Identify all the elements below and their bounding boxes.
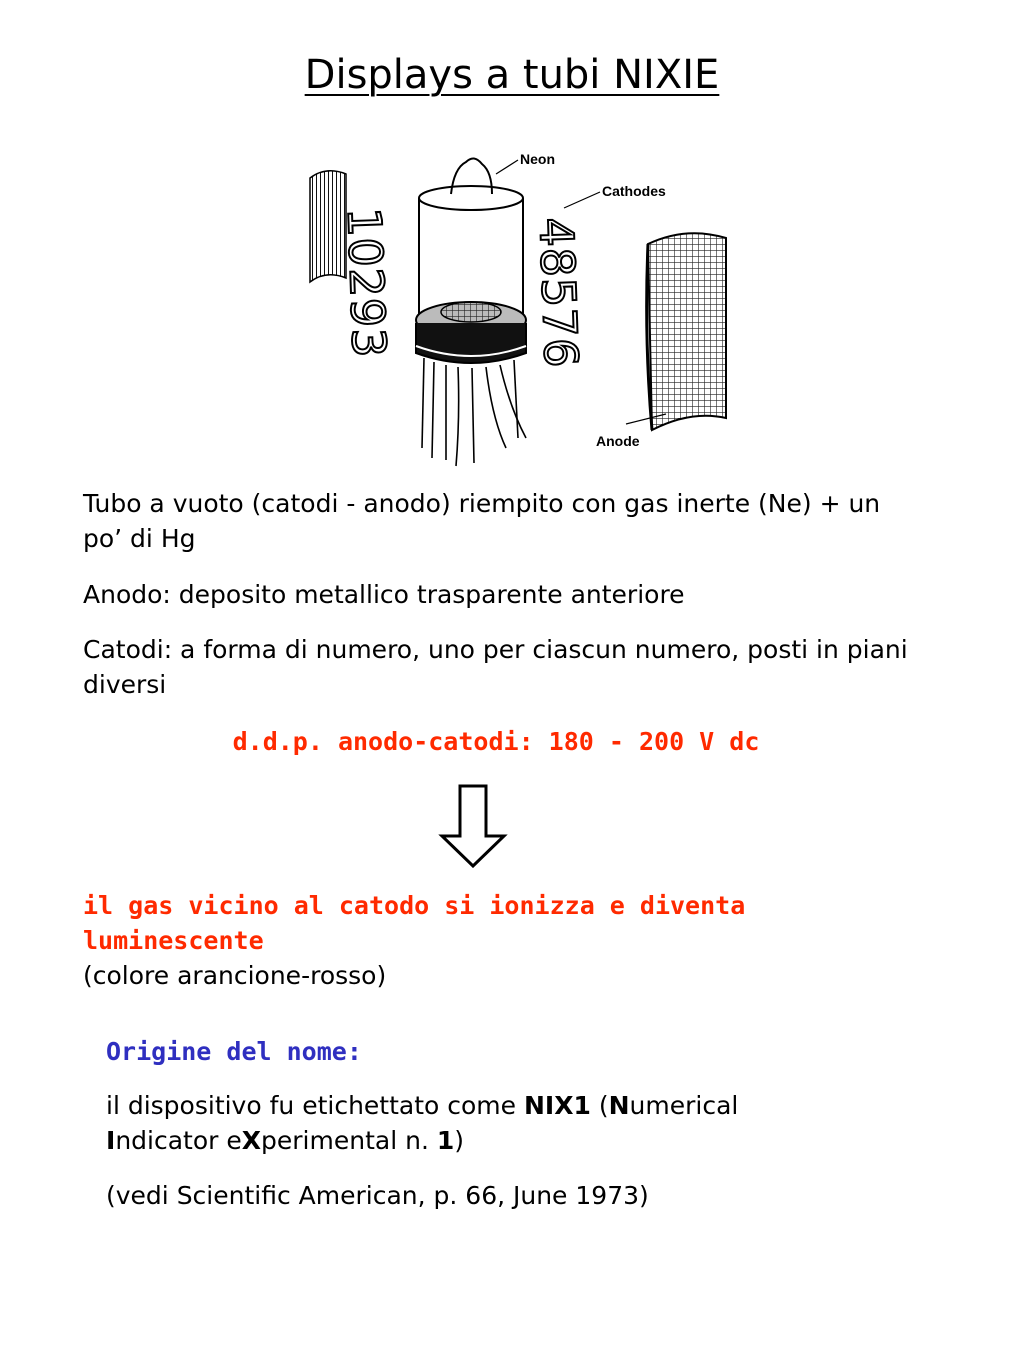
reference-note: (vedi Scientific American, p. 66, June 1973) — [106, 1181, 649, 1210]
word-perimental: perimental n. — [261, 1126, 437, 1155]
word-ndicator: ndicator e — [115, 1126, 242, 1155]
page-title: Displays a tubi NIXIE — [304, 52, 720, 98]
color-note: (colore arancione-rosso) — [83, 961, 387, 990]
cathode-digits-right: 48576 — [529, 216, 589, 369]
ionization-result — [83, 888, 913, 993]
voltage-note: d.d.p. anodo-catodi: 180 - 200 V dc — [232, 727, 760, 756]
paren-open: ( — [590, 1091, 609, 1120]
label-cathodes: Cathodes — [602, 183, 666, 199]
down-arrow-icon — [438, 784, 508, 868]
ionization-text: il gas vicino al catodo si ionizza e diventa luminescente — [83, 891, 746, 955]
cathode-digits-left: 10293 — [337, 206, 397, 359]
paren-close: ) — [454, 1126, 465, 1155]
description-tube: Tubo a vuoto (catodi - anodo) riempito con gas inerte (Ne) + un po’ di Hg — [83, 489, 881, 553]
letter-x: X — [241, 1126, 262, 1155]
label-neon: Neon — [520, 151, 555, 167]
nixie-tube-diagram — [296, 148, 736, 468]
description-anode: Anodo: deposito metallico trasparente anteriore — [83, 580, 685, 609]
description-cathodes: Catodi: a forma di numero, uno per ciascun numero, posti in piani diversi — [83, 635, 908, 699]
letter-i: I — [106, 1126, 116, 1155]
label-anode: Anode — [596, 433, 640, 449]
origin-heading: Origine del nome: — [106, 1037, 362, 1066]
letter-n: N — [608, 1091, 630, 1120]
origin-text: il dispositivo fu etichettato come — [106, 1091, 524, 1120]
word-umerical: umerical — [629, 1091, 739, 1120]
number-one: 1 — [436, 1126, 455, 1155]
nix1-label: NIX1 — [523, 1091, 591, 1120]
origin-explanation — [106, 1088, 866, 1158]
